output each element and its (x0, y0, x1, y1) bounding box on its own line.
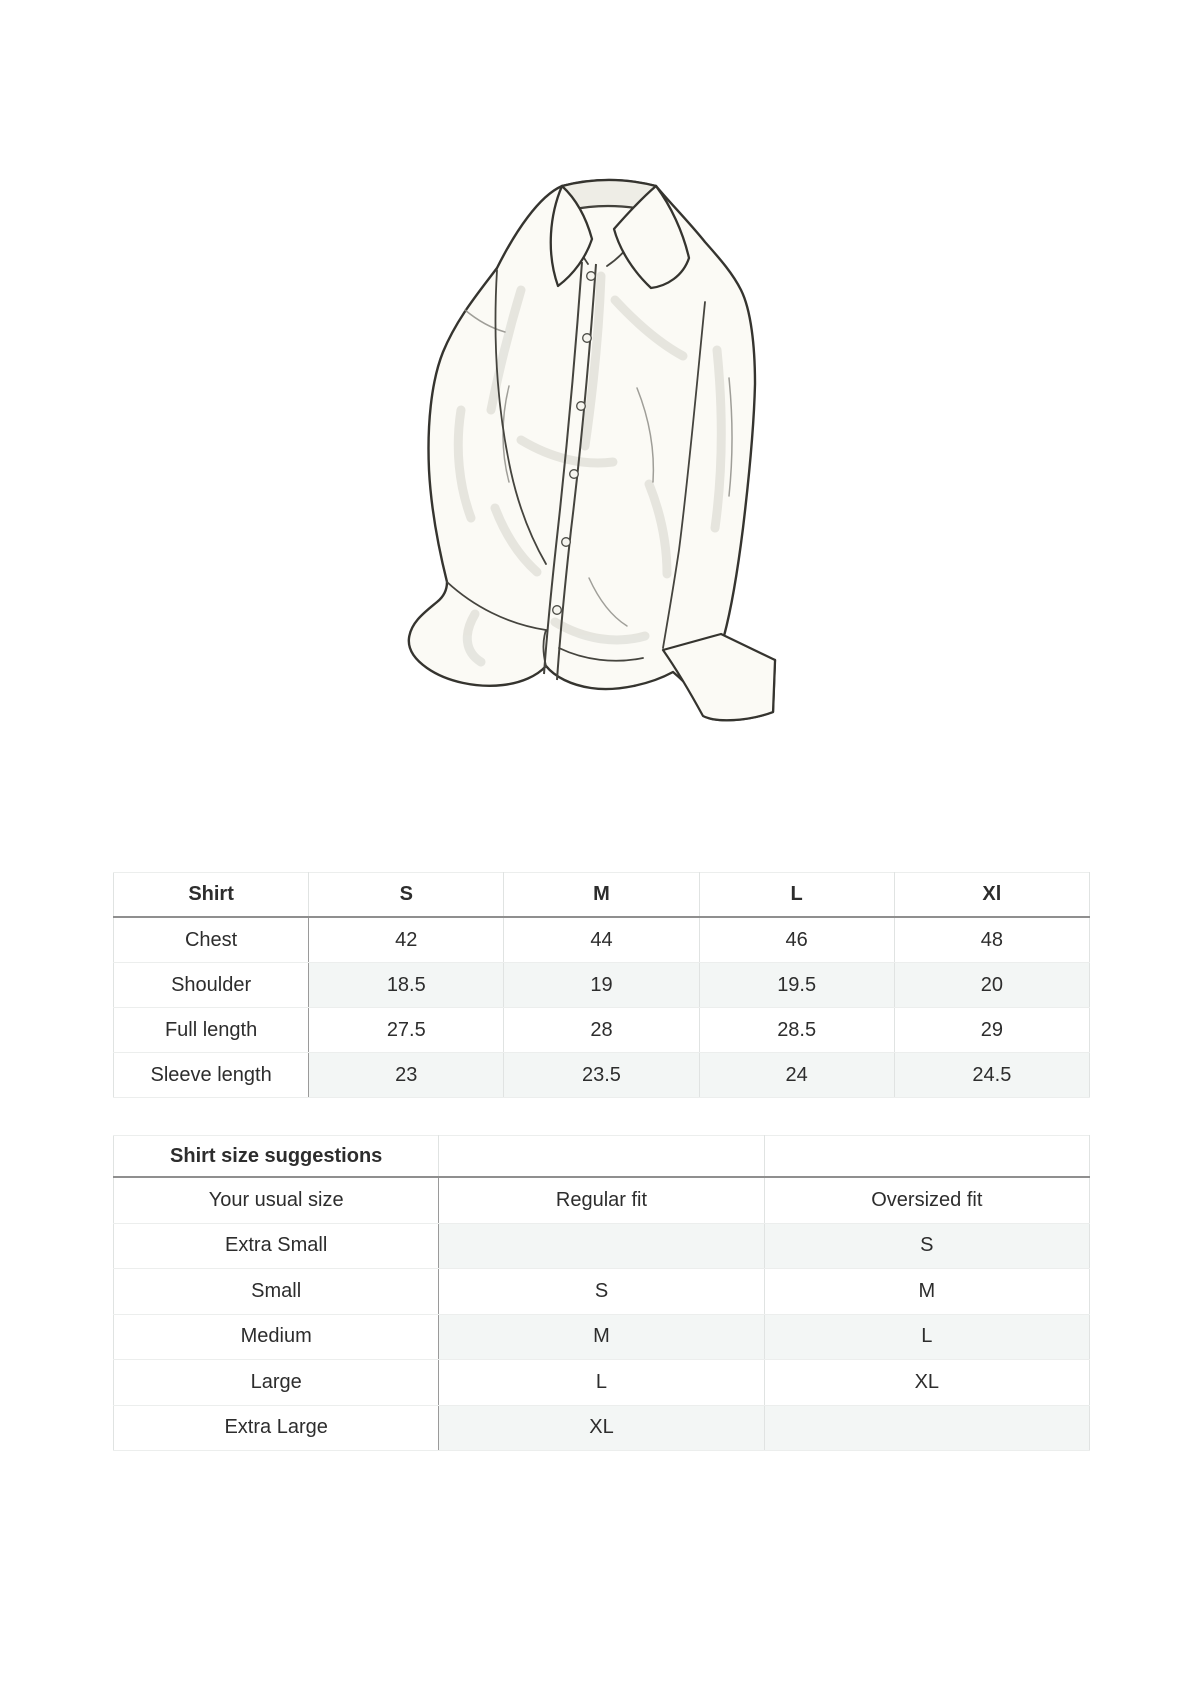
suggestions-row-large (114, 1360, 1090, 1406)
cell (764, 1405, 1089, 1451)
table-row-sleeve-length (114, 1053, 1090, 1098)
shirt-icon (399, 178, 781, 723)
suggestions-title: Shirt size suggestions (114, 1136, 439, 1178)
cell: 18.5 (309, 963, 504, 1008)
row-label: Extra Small (114, 1223, 439, 1269)
cell: 20 (894, 963, 1089, 1008)
table-row-chest (114, 917, 1090, 963)
suggestions-row-extra-small (114, 1223, 1090, 1269)
suggestions-subheader-row (114, 1177, 1090, 1223)
suggestions-title-row (114, 1136, 1090, 1178)
cell: S (439, 1269, 764, 1315)
cell: 29 (894, 1008, 1089, 1053)
shirt-illustration (399, 178, 781, 723)
size-chart-table (113, 872, 1090, 1098)
cell: 23.5 (504, 1053, 699, 1098)
cell (439, 1223, 764, 1269)
size-chart-header-l: L (699, 873, 894, 918)
row-label: Extra Large (114, 1405, 439, 1451)
row-label: Full length (114, 1008, 309, 1053)
empty-header-cell (764, 1136, 1089, 1178)
subheader-regular-fit: Regular fit (439, 1177, 764, 1223)
cell: S (764, 1223, 1089, 1269)
cell: 28 (504, 1008, 699, 1053)
cell: L (764, 1314, 1089, 1360)
cell: 24 (699, 1053, 894, 1098)
cell: 44 (504, 917, 699, 963)
size-chart-header-shirt: Shirt (114, 873, 309, 918)
size-chart-header-xl: Xl (894, 873, 1089, 918)
cell: 27.5 (309, 1008, 504, 1053)
table-row-shoulder (114, 963, 1090, 1008)
cell: 23 (309, 1053, 504, 1098)
cell: 24.5 (894, 1053, 1089, 1098)
subheader-oversized-fit: Oversized fit (764, 1177, 1089, 1223)
cell: 48 (894, 917, 1089, 963)
row-label: Shoulder (114, 963, 309, 1008)
cell: XL (439, 1405, 764, 1451)
table-row-full-length (114, 1008, 1090, 1053)
cell: M (439, 1314, 764, 1360)
suggestions-row-extra-large (114, 1405, 1090, 1451)
row-label: Small (114, 1269, 439, 1315)
suggestions-row-medium (114, 1314, 1090, 1360)
row-label: Medium (114, 1314, 439, 1360)
suggestions-row-small (114, 1269, 1090, 1315)
cell: 42 (309, 917, 504, 963)
row-label: Chest (114, 917, 309, 963)
cell: L (439, 1360, 764, 1406)
size-chart-header-m: M (504, 873, 699, 918)
cell: 19 (504, 963, 699, 1008)
cell: XL (764, 1360, 1089, 1406)
cell: M (764, 1269, 1089, 1315)
size-chart-header-s: S (309, 873, 504, 918)
cell: 46 (699, 917, 894, 963)
size-suggestions-table (113, 1135, 1090, 1451)
size-chart-header-row (114, 873, 1090, 918)
row-label: Large (114, 1360, 439, 1406)
row-label: Sleeve length (114, 1053, 309, 1098)
empty-header-cell (439, 1136, 764, 1178)
cell: 19.5 (699, 963, 894, 1008)
cell: 28.5 (699, 1008, 894, 1053)
subheader-usual-size: Your usual size (114, 1177, 439, 1223)
